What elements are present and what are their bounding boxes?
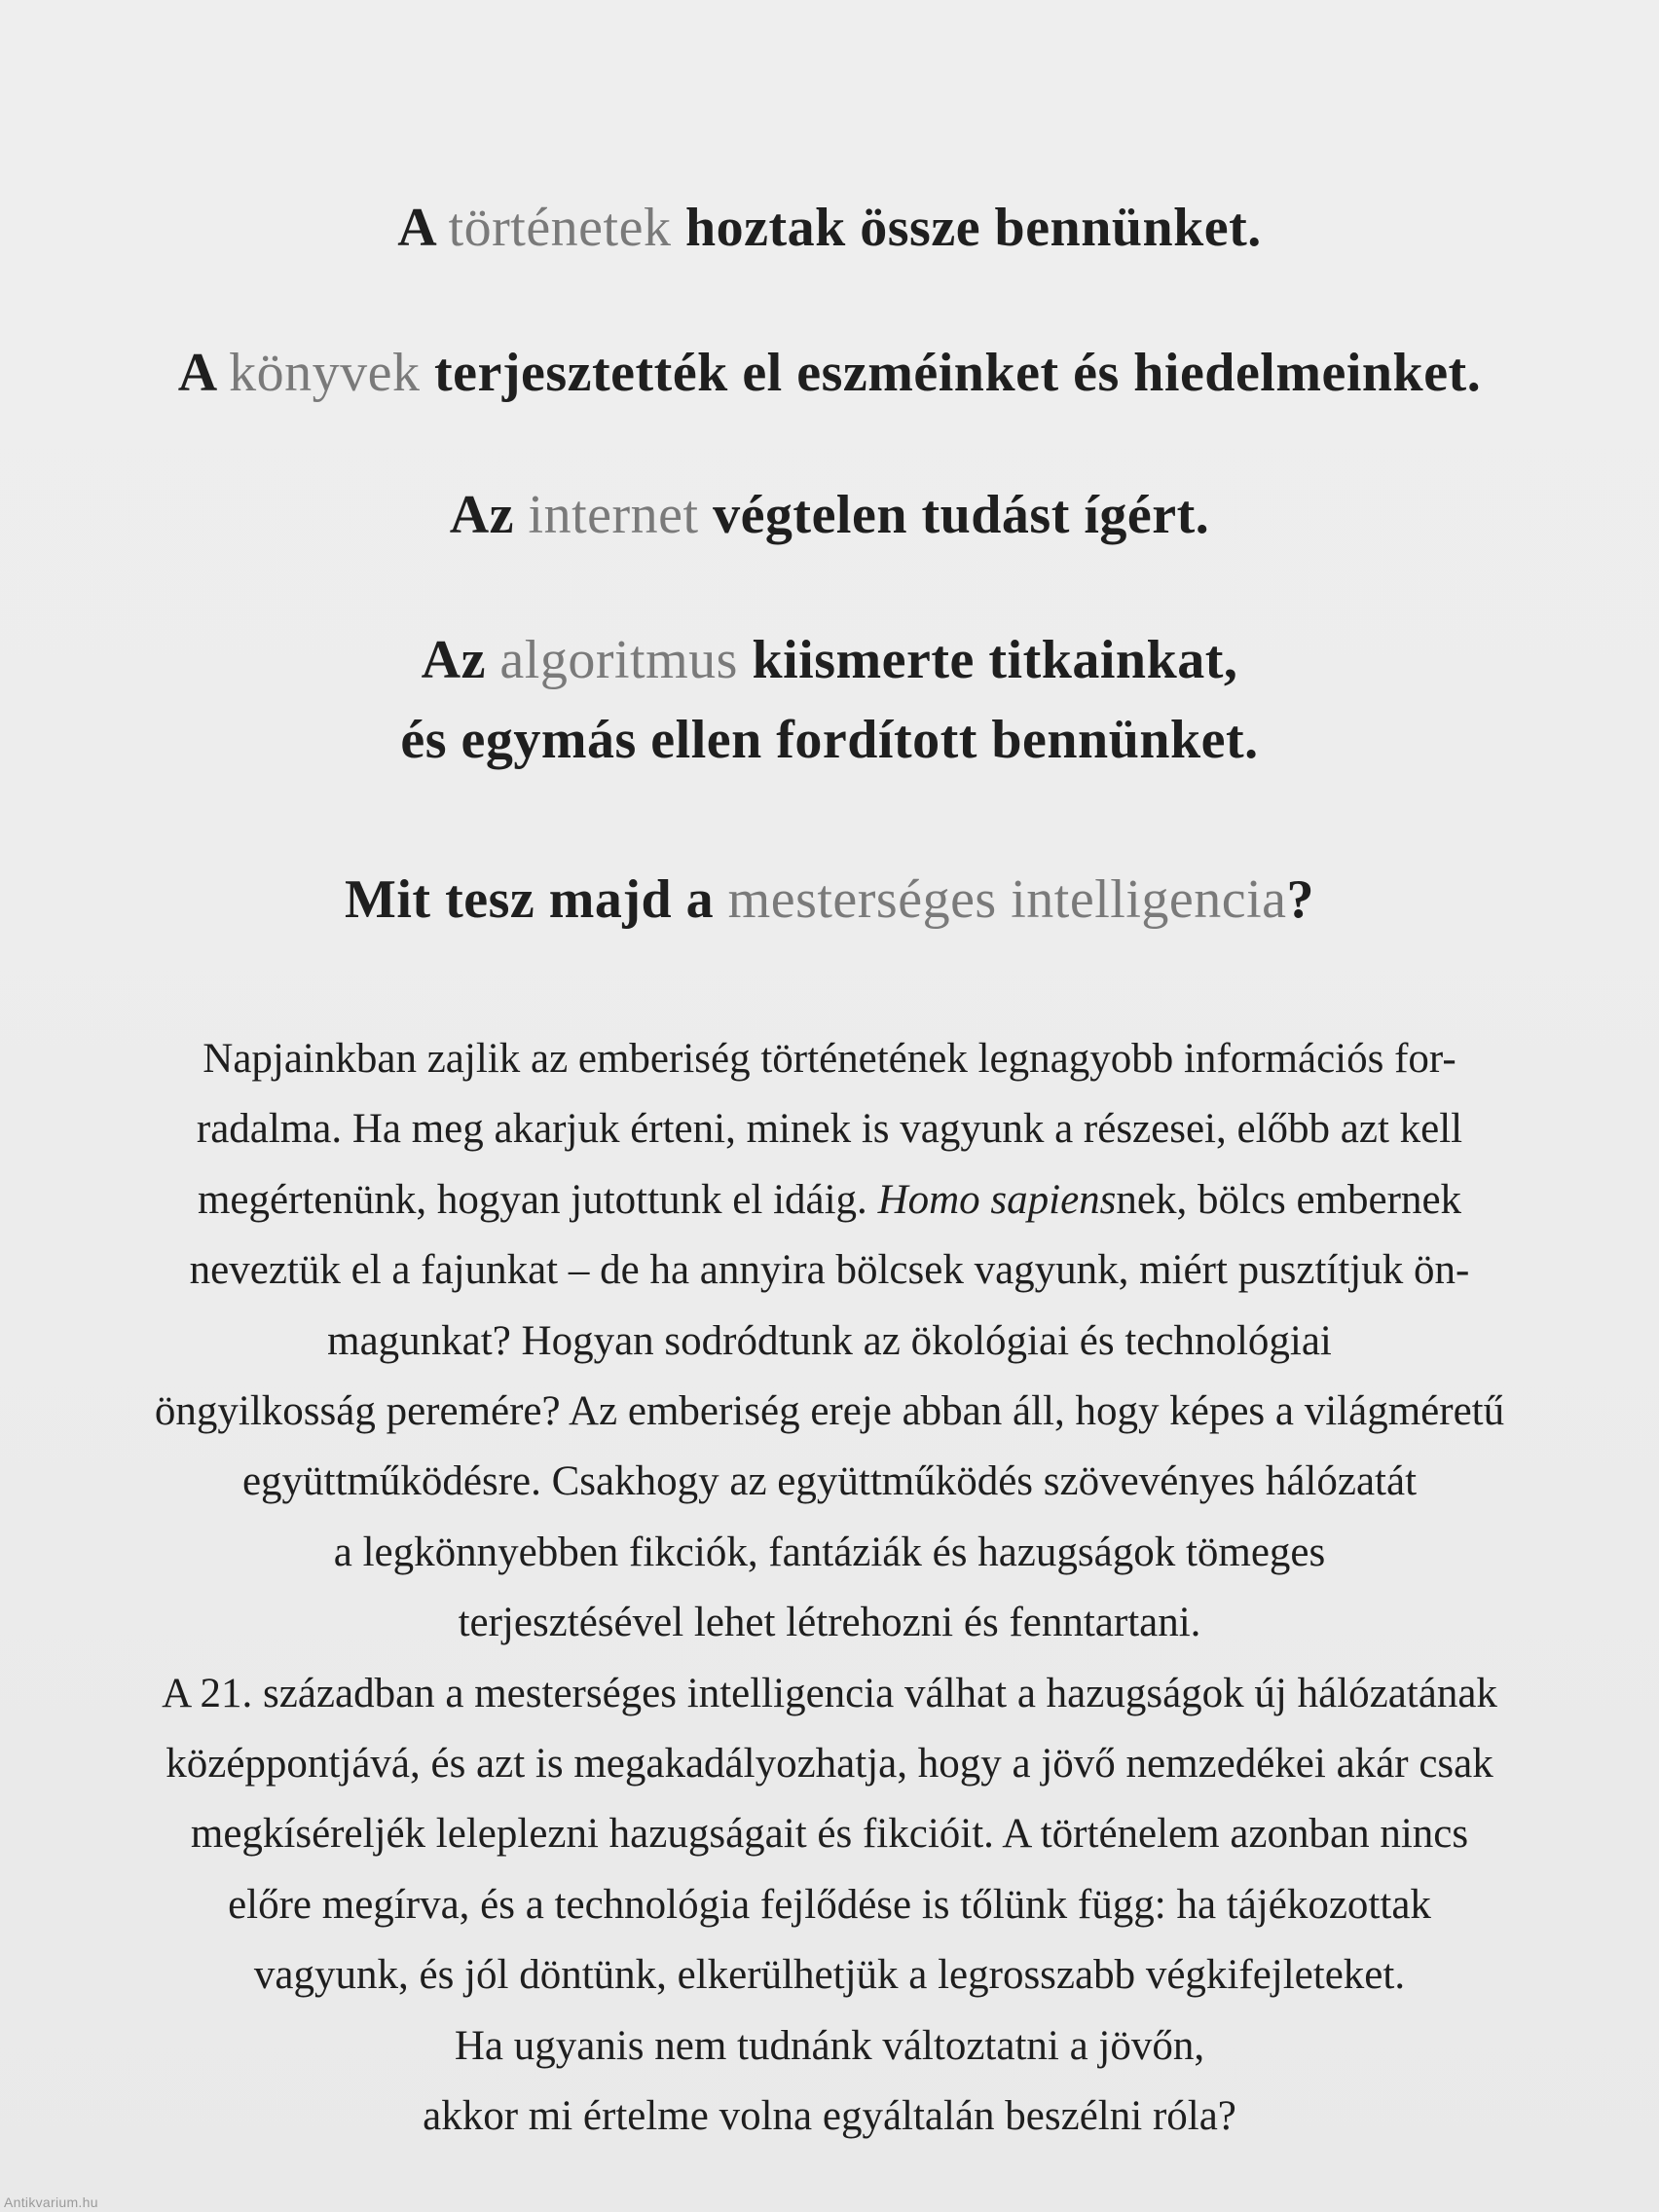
headline-algorithm-before: Az	[421, 630, 500, 690]
blurb-line-homo-sapiens	[0, 1165, 1659, 1235]
blurb-line: öngyilkosság peremére? Az emberiség ereje abban áll, hogy képes a világméretű	[154, 1388, 1505, 1435]
blurb-line: megkíséreljék leleplezni hazugságait és fikcióit. A történelem azonban nincs	[190, 1811, 1469, 1858]
headline-algorithm	[0, 617, 1659, 703]
blurb-line: radalma. Ha meg akarjuk érteni, minek is vagyunk a részesei, előbb azt kell	[196, 1106, 1463, 1153]
blurb-line: terjesztésével lehet létrehozni és fenntartani.	[458, 1600, 1201, 1646]
headline-ai-before: Mit tesz majd a	[345, 869, 728, 930]
headline-algorithm-after: kiismerte titkainkat,	[737, 630, 1238, 690]
blurb-line: a legkönnyebben fikciók, fantáziák és hazugságok tömeges	[333, 1529, 1326, 1575]
blurb-line: Ha ugyanis nem tudnánk változtatni a jövőn,	[454, 2022, 1205, 2069]
headline-ai-accent: mesterséges intelligencia	[727, 869, 1287, 930]
blurb-line: előre megírva, és a technológia fejlődése is tőlünk függ: ha tájékozottak	[228, 1881, 1431, 1928]
source-watermark: Antikvarium.hu	[4, 2194, 98, 2210]
headline-stories-before: A	[397, 198, 449, 258]
headline-internet	[0, 472, 1659, 558]
blurb-line: együttműködésre. Csakhogy az együttműködés szövevényes hálózatát	[241, 1458, 1418, 1505]
headline-ai-after: ?	[1286, 869, 1314, 930]
blurb-line: A 21. században a mesterséges intelligencia válhat a hazugságok új hálózatának	[162, 1670, 1497, 1716]
headline-books-accent: könyvek	[229, 343, 421, 403]
headline-books	[0, 330, 1659, 416]
headline-books-before: A	[177, 343, 230, 403]
headline-algorithm-continued-text: és egymás ellen fordított bennünket.	[400, 710, 1259, 770]
blurb-line: középpontjává, és azt is megakadályozhatja, hogy a jövő nemzedékei akár csak	[166, 1741, 1493, 1788]
headline-ai-question	[0, 857, 1659, 942]
headline-internet-accent: internet	[528, 485, 699, 545]
headline-stories-after: hoztak össze bennünket.	[671, 198, 1262, 258]
blurb-line: magunkat? Hogyan sodródtunk az ökológiai és technológiai	[327, 1317, 1332, 1364]
headline-algorithm-continued	[0, 697, 1659, 783]
blurb-paragraph	[0, 1024, 1659, 2153]
headline-stories-accent: történetek	[448, 198, 672, 258]
blurb-line: neveztük el a fajunkat – de ha annyira bölcsek vagyunk, miért pusztítjuk ön-	[189, 1247, 1470, 1294]
headline-books-after: terjesztették el eszméinket és hiedelmeinket.	[420, 343, 1482, 403]
headline-stories	[0, 185, 1659, 271]
blurb-line: akkor mi értelme volna egyáltalán beszélni róla?	[423, 2093, 1236, 2140]
headline-internet-before: Az	[449, 485, 529, 545]
blurb-line-after-italic: nek, bölcs embernek	[1116, 1176, 1462, 1223]
blurb-line: Napjainkban zajlik az emberiség történetének legnagyobb információs for-	[203, 1036, 1456, 1082]
headline-internet-after: végtelen tudást ígért.	[698, 485, 1210, 545]
blurb-line-before-italic: megértenünk, hogyan jutottunk el idáig.	[197, 1176, 878, 1223]
headline-algorithm-accent: algoritmus	[499, 630, 738, 690]
species-name-italic: Homo sapiens	[877, 1176, 1117, 1223]
blurb-line: vagyunk, és jól döntünk, elkerülhetjük a legrosszabb végkifejleteket.	[253, 1952, 1406, 1999]
